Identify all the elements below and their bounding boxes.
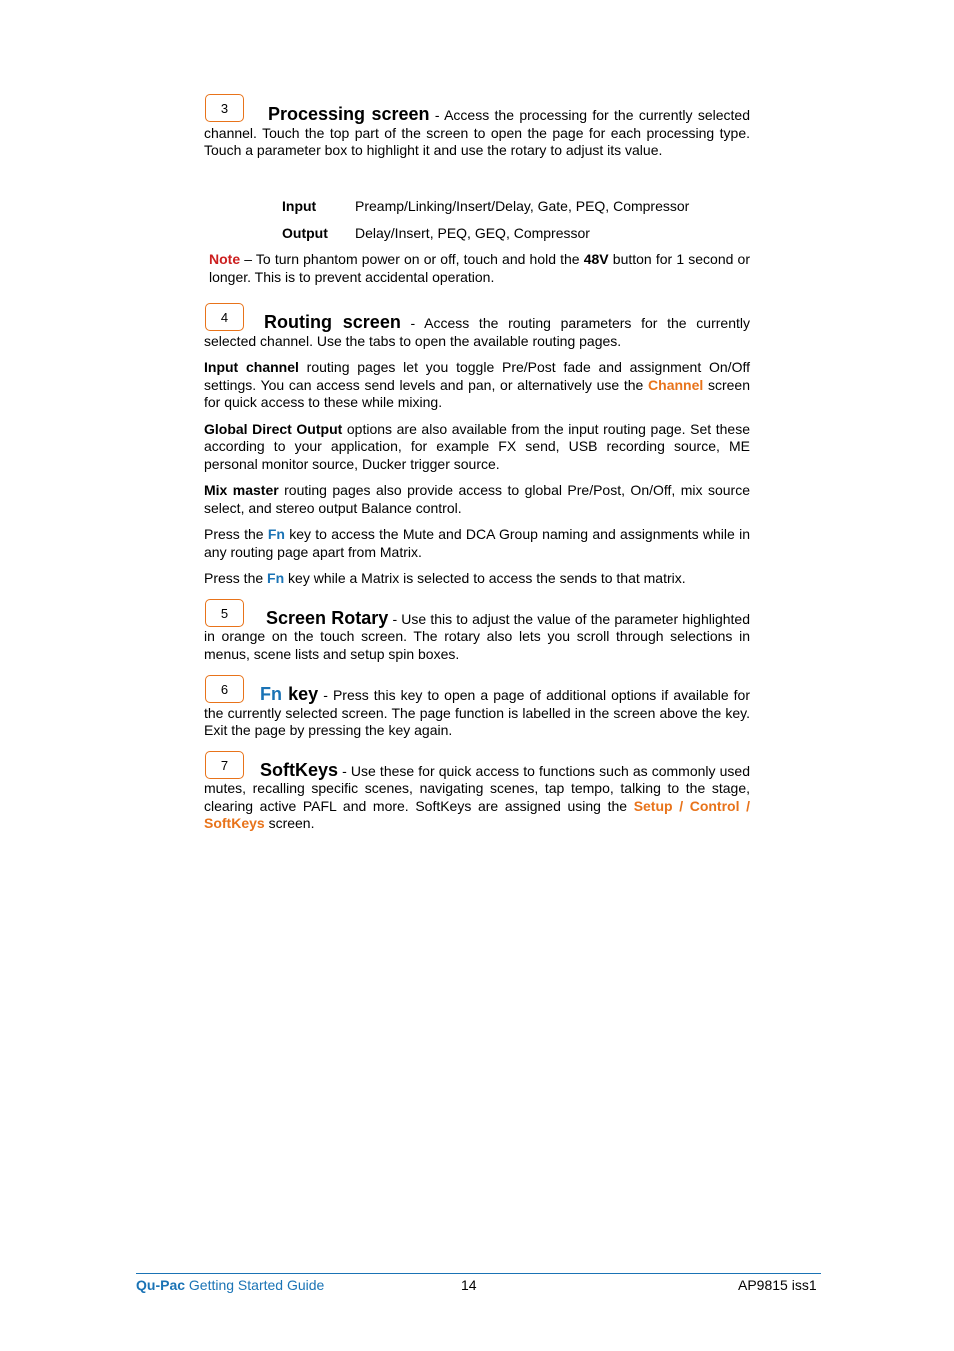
section-softkeys: [204, 751, 750, 833]
input-channel-paragraph: Input channel routing pages let you toggle Pre/Post fade and assignment On/Off settings. You can access send levels and pan, or alternatively use the Channel screen for quick access to these while mixing.: [204, 359, 750, 410]
item-number-6: 6: [205, 675, 244, 703]
io-row-output: [282, 225, 750, 242]
channel-screen-link: Channel: [648, 376, 704, 393]
global-direct-output-paragraph: Global Direct Output options are also available from the input routing page. Set these according to your application, for example FX send, USB recording source, ME personal monitor source, Ducker trigger source.: [204, 420, 750, 472]
io-row-input: [282, 198, 750, 215]
fn-routing-paragraph: Press the Fn key to access the Mute and DCA Group naming and assignments while in any routing page apart from Matrix.: [204, 526, 750, 560]
fn-key-heading-fn: Fn: [260, 684, 282, 704]
processing-screen-heading: Processing screen: [268, 104, 430, 124]
section-7-text: SoftKeys - Use these for quick access to functions such as commonly used mutes, recalling specific scenes, navigating scenes, tap tempo, talking to the stage, clearing active PAFL and more. SoftKeys are assigned using the Setup / Control / SoftKeys screen.: [204, 759, 750, 831]
softkeys-body: - Use these for quick access to functions such as commonly used mutes, recalling specific scenes, navigating scenes, tap tempo, talking to the stage, clearing active PAFL and more. SoftKeys are assigned using the: [204, 762, 750, 814]
item-number-3: 3: [205, 94, 244, 122]
routing-screen-heading: Routing screen: [264, 312, 401, 332]
fn-key-heading-rest: key: [282, 684, 319, 704]
io-value-input: Preamp/Linking/Insert/Delay, Gate, PEQ, Compressor: [355, 198, 690, 214]
section-routing-screen: [204, 303, 750, 350]
fn-matrix-paragraph: Press the Fn key while a Matrix is selected to access the sends to that matrix.: [204, 570, 686, 586]
io-label-input: Input: [282, 198, 317, 214]
routing-screen-body: - Access the routing parameters for the currently selected channel. Use the tabs to open the available routing pages.: [204, 315, 750, 349]
section-4-text: [204, 303, 750, 350]
footer-brand: Qu-Pac: [136, 1277, 186, 1293]
softkeys-heading: SoftKeys: [260, 759, 339, 780]
item-number-4: 4: [205, 303, 244, 331]
footer-guide-title: Qu-Pac Getting Started Guide: [136, 1277, 325, 1293]
footer-page-number: 14: [461, 1277, 477, 1293]
section-fn-key: [204, 675, 750, 740]
fn-key-label: Fn: [267, 526, 285, 542]
section-5-text: [204, 599, 750, 664]
softkeys-setup-path: Setup / Control / SoftKeys: [204, 797, 750, 831]
section-processing-screen: [204, 94, 750, 188]
fn-key-body: - Press this key to open a page of additional options if available for the currently selected screen. The page function is labelled in the screen above the key. Exit the page by pressing the key again.: [204, 687, 750, 738]
io-label-output: Output: [282, 225, 328, 241]
section-3-text: [204, 94, 750, 160]
screen-rotary-heading: Screen Rotary: [266, 607, 389, 628]
fn-key-label: Fn: [267, 570, 285, 586]
page-content: [204, 94, 750, 833]
processing-screen-body: - Access the processing for the currently selected channel. Touch the top part of the screen to open the page for each processing type. Touch a parameter box to highlight it and use the rotary to adjust its value.: [204, 107, 750, 158]
footer-doc-id: AP9815 iss1: [738, 1277, 817, 1293]
section-screen-rotary: [204, 599, 750, 664]
section-6-text: [204, 675, 750, 740]
note-label: Note: [209, 251, 241, 267]
48v-label: 48V: [583, 251, 609, 267]
screen-rotary-body: - Use this to adjust the value of the parameter highlighted in orange on the touch screen. The rotary also lets you scroll through selections in menus, scene lists and setup spin boxes.: [204, 610, 750, 662]
mix-master-paragraph: Mix master routing pages also provide access to global Pre/Post, On/Off, mix source select, and stereo output Balance control.: [204, 482, 750, 516]
item-number-5: 5: [205, 599, 244, 627]
item-number-7: 7: [205, 751, 244, 779]
io-value-output: Delay/Insert, PEQ, GEQ, Compressor: [355, 225, 590, 241]
phantom-power-note: Note – To turn phantom power on or off, touch and hold the 48V button for 1 second or longer. This is to prevent accidental operation.: [209, 251, 750, 285]
footer-rule: [136, 1273, 821, 1274]
